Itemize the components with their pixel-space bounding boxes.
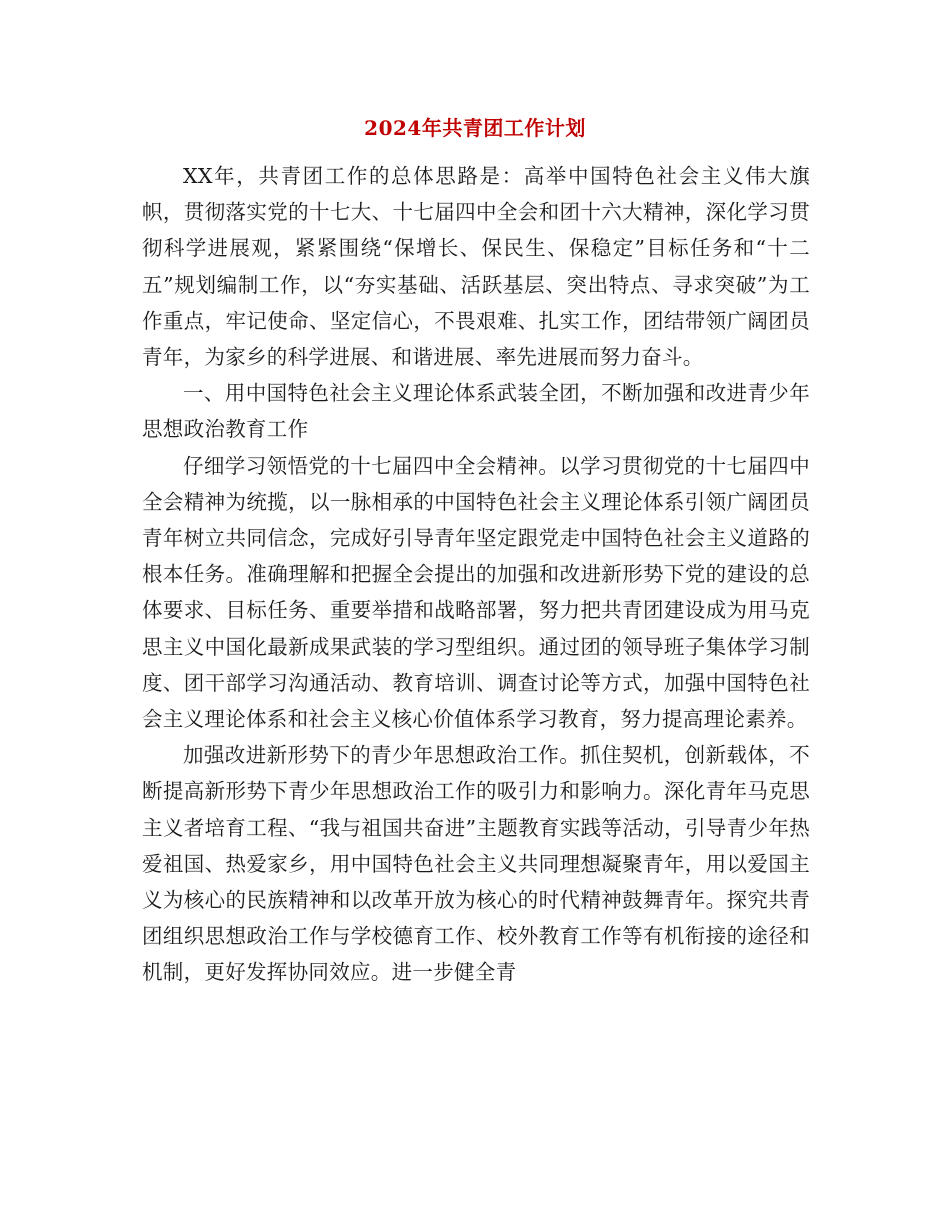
paragraph-study-plenum: 仔细学习领悟党的十七届四中全会精神。以学习贯彻党的十七届四中全会精神为统揽，以一脉相承的中国特色社会主义理论体系引领广阔团员青年树立共同信念，完成好引导青年坚定跟党走中国特色社会主义道路的根本任务。准确理解和把握全会提出的加强和改进新形势下党的建设的总体要求、目标任务、重要举措和战略部署，努力把共青团建设成为用马克思主义中国化最新成果武装的学习型组织。通过团的领导班子集体学习制度、团干部学习沟通活动、教育培训、调查讨论等方式，加强中国特色社会主义理论体系和社会主义核心价值体系学习教育，努力提高理论素养。 <box>142 453 810 732</box>
document-title: 2024年共青团工作计划 <box>364 116 586 140</box>
paragraph-intro: XX年，共青团工作的总体思路是：高举中国特色社会主义伟大旗帜，贯彻落实党的十七大、十七届四中全会和团十六大精神，深化学习贯彻科学进展观，紧紧围绕“保增长、保民生、保稳定”目标任务和“十二五”规划编制工作，以“夯实基础、活跃基层、突出特点、寻求突破”为工作重点，牢记使命、坚定信心，不畏艰难、扎实工作，团结带领广阔团员青年，为家乡的科学进展、和谐进展、率先进展而努力奋斗。 <box>142 164 810 370</box>
paragraph-ideological-work: 加强改进新形势下的青少年思想政治工作。抓住契机，创新载体，不断提高新形势下青少年思想政治工作的吸引力和影响力。深化青年马克思主义者培育工程、“我与祖国共奋进”主题教育实践等活动，引导青少年热爱祖国、热爱家乡，用中国特色社会主义共同理想凝聚青年，用以爱国主义为核心的民族精神和以改革开放为核心的时代精神鼓舞青年。探究共青团组织思想政治工作与学校德育工作、校外教育工作等有机衔接的途径和机制，更好发挥协同效应。进一步健全青 <box>142 743 810 985</box>
document-body <box>142 158 810 991</box>
section-heading-1: 一、用中国特色社会主义理论体系武装全团，不断加强和改进青少年思想政治教育工作 <box>142 381 810 442</box>
